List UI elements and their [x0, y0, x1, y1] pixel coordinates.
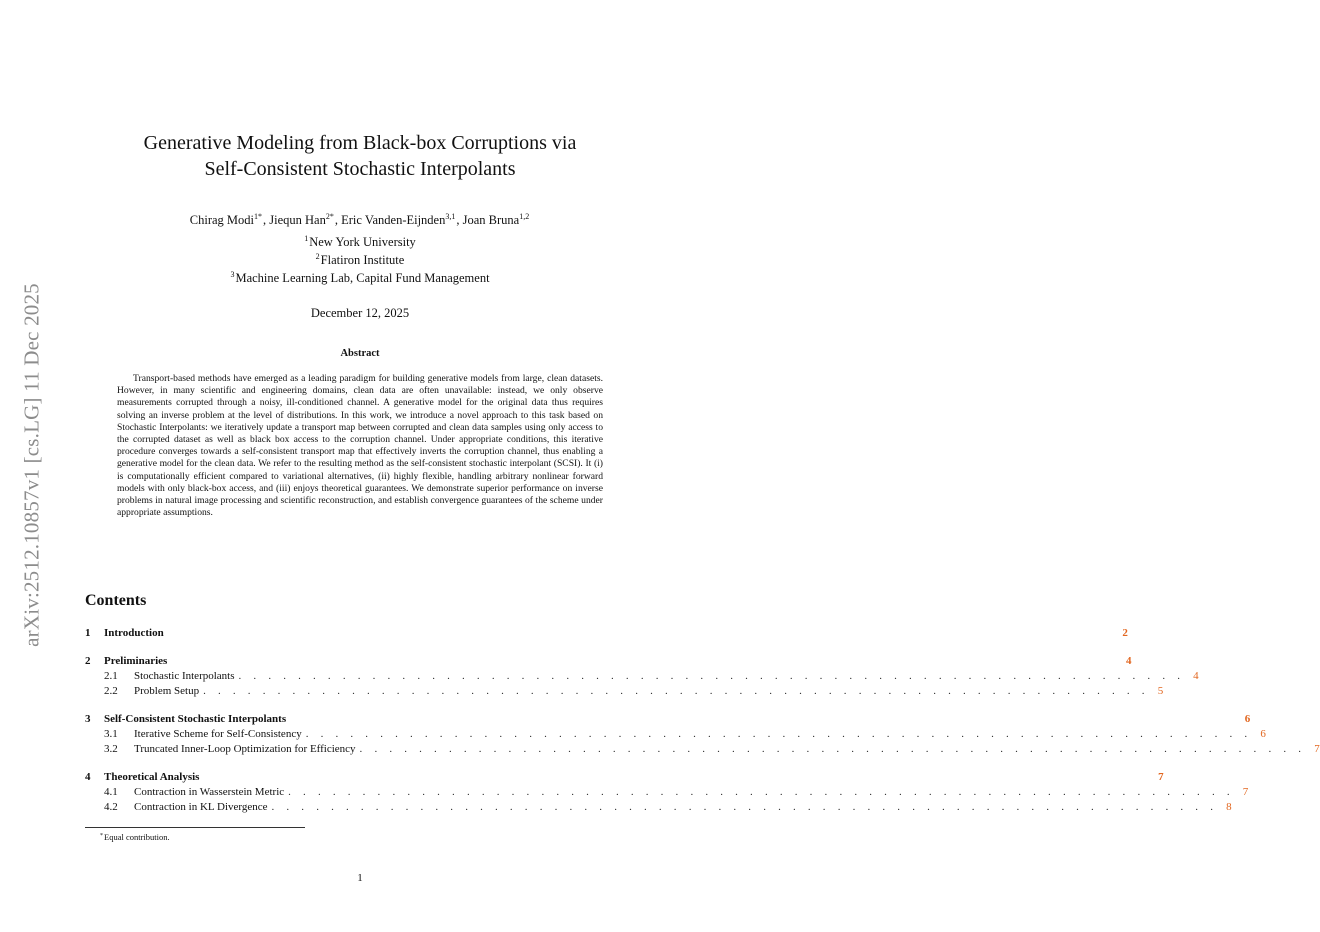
toc-entry[interactable] — [85, 770, 1164, 785]
author-mark: 1,2 — [519, 212, 530, 221]
table-of-contents — [85, 626, 1320, 828]
toc-page-link[interactable]: 7 — [1314, 743, 1320, 755]
toc-page-link[interactable]: 7 — [1242, 786, 1249, 798]
toc-page-link[interactable]: 7 — [1158, 771, 1164, 783]
toc-leader: . . . . . . . . . . . . . . . . . . . . . . . . . . . . . . . . . . . . . . . . . . . . . . . . . . . . . . . . . . . . . . . . — [238, 670, 1185, 682]
toc-title[interactable]: Theoretical Analysis — [104, 771, 200, 783]
toc-section — [85, 712, 1320, 757]
title-line-2: Self-Consistent Stochastic Interpolants — [204, 158, 516, 180]
toc-section — [85, 654, 1199, 699]
author: Eric Vanden-Eijnden — [341, 213, 446, 227]
toc-subentry[interactable] — [85, 742, 1320, 757]
toc-subentry[interactable] — [85, 684, 1164, 699]
toc-leader: . . . . . . . . . . . . . . . . . . . . . . . . . . . . . . . . . . . . . . . . . . . . . . . . . . . . . . . . . . . . . . . . — [271, 801, 1218, 813]
abstract-heading: Abstract — [340, 348, 380, 359]
toc-subentry[interactable] — [85, 785, 1249, 800]
author-mark: 3,1 — [445, 212, 456, 221]
toc-subentry[interactable] — [85, 669, 1199, 684]
toc-page-link[interactable]: 6 — [1260, 728, 1266, 740]
toc-section — [85, 626, 1128, 641]
affiliation-name: New York University — [309, 235, 416, 249]
toc-title[interactable]: Truncated Inner-Loop Optimization for Efficiency — [134, 743, 356, 755]
toc-number: 4.1 — [104, 786, 118, 798]
affiliation-mark: 2 — [315, 252, 320, 261]
affiliation — [60, 252, 660, 270]
toc-page-link[interactable]: 4 — [1126, 655, 1132, 667]
toc-number: 4.2 — [104, 801, 118, 813]
toc-title[interactable]: Iterative Scheme for Self-Consistency — [134, 728, 302, 740]
toc-page-link[interactable]: 5 — [1157, 685, 1164, 697]
author: Chirag Modi — [189, 213, 255, 227]
toc-entry[interactable] — [85, 626, 1128, 641]
affiliation-mark: 1 — [304, 234, 309, 243]
toc-title[interactable]: Stochastic Interpolants — [134, 670, 235, 682]
toc-number: 2 — [85, 655, 91, 667]
toc-section — [85, 770, 1249, 815]
toc-page-link[interactable]: 4 — [1193, 670, 1199, 682]
footnote — [100, 832, 170, 842]
footnote-text: Equal contribution. — [104, 832, 170, 842]
page-number: 1 — [357, 872, 363, 884]
affiliation-mark: 3 — [230, 270, 235, 279]
toc-title[interactable]: Preliminaries — [104, 655, 168, 667]
affiliation — [60, 234, 660, 252]
toc-subentry[interactable] — [85, 800, 1232, 815]
affiliation-list — [60, 234, 660, 288]
author: Joan Bruna — [462, 213, 520, 227]
toc-number: 3.1 — [104, 728, 118, 740]
toc-page-link[interactable]: 6 — [1244, 713, 1251, 725]
toc-entry[interactable] — [85, 654, 1132, 669]
toc-number: 4 — [85, 771, 91, 783]
toc-title[interactable]: Problem Setup — [134, 685, 200, 697]
title-line-1: Generative Modeling from Black-box Corruptions via — [143, 132, 577, 154]
affiliation — [60, 270, 660, 288]
abstract-text: Transport-based methods have emerged as a leading paradigm for building generative models from large, clean datasets. However, in many scientific and engineering domains, clean data are often unavailable: instead, we only observe measurements corrupted through a noisy, ill-conditioned channel. A generative model for the original data thus requires solving an inverse problem at the level of distributions. In this work, we introduce a novel approach to this task based on Stochastic Interpolants: we iteratively update a transport map between corrupted and clean data samples using only access to the corrupted dataset as well as black box access to the corruption channel. Under appropriate conditions, this iterative procedure converges towards a self-consistent transport map that effectively inverts the corruption channel, thus enabling a generative model for the clean data. We refer to the resulting method as the self-consistent stochastic interpolant (SCSI). It (i) is computationally efficient compared to variational alternatives, (ii) highly flexible, handling arbitrary nonlinear forward models with only black-box access, and (iii) enjoys theoretical guarantees. We demonstrate superior performance on inverse problems in natural image processing and scientific reconstruction, and establish convergence guarantees of the scheme under appropriate assumptions. — [117, 373, 603, 519]
author-list: Chirag Modi$^{1*}$, Jiequn Han$^{2*}$, Eric Vanden-Eijnden$^{3,1}$, Joan Bruna$^{1,2}$ — [189, 212, 530, 227]
affiliation-name: Machine Learning Lab, Capital Fund Management — [235, 271, 490, 285]
author: Jiequn Han — [269, 213, 326, 227]
toc-leader: . . . . . . . . . . . . . . . . . . . . . . . . . . . . . . . . . . . . . . . . . . . . . . . . . . . . . . . . . . . . . . . . — [288, 786, 1235, 798]
affiliation-name: Flatiron Institute — [320, 253, 405, 267]
toc-subentry[interactable] — [85, 727, 1266, 742]
toc-entry[interactable] — [85, 712, 1251, 727]
toc-number: 2.2 — [104, 685, 118, 697]
toc-number: 1 — [85, 627, 91, 639]
toc-title[interactable]: Contraction in Wasserstein Metric — [134, 786, 285, 798]
toc-leader: . . . . . . . . . . . . . . . . . . . . . . . . . . . . . . . . . . . . . . . . . . . . . . . . . . . . . . . . . . . . . . . . — [305, 728, 1252, 740]
author-mark: 1* — [254, 212, 263, 221]
toc-title[interactable]: Introduction — [104, 627, 164, 639]
paper-date: December 12, 2025 — [310, 306, 410, 320]
toc-leader: . . . . . . . . . . . . . . . . . . . . . . . . . . . . . . . . . . . . . . . . . . . . . . . . . . . . . . . . . . . . . . . . — [203, 685, 1150, 697]
toc-number: 3 — [85, 713, 91, 725]
toc-page-link[interactable]: 8 — [1226, 801, 1232, 813]
toc-number: 2.1 — [104, 670, 118, 682]
toc-number: 3.2 — [104, 743, 118, 755]
paper-title — [60, 130, 660, 182]
toc-page-link[interactable]: 2 — [1122, 627, 1128, 639]
arxiv-id[interactable]: arXiv:2512.10857v1 [cs.LG] 11 Dec 2025 — [19, 283, 44, 647]
footnote-mark: * — [100, 833, 103, 839]
author-mark: 2* — [325, 212, 334, 221]
contents-heading: Contents — [85, 592, 147, 609]
toc-title[interactable]: Contraction in KL Divergence — [134, 801, 268, 813]
toc-leader: . . . . . . . . . . . . . . . . . . . . . . . . . . . . . . . . . . . . . . . . . . . . . . . . . . . . . . . . . . . . . . . . — [359, 743, 1306, 755]
footnote-rule — [85, 827, 305, 828]
toc-title[interactable]: Self-Consistent Stochastic Interpolants — [104, 713, 287, 725]
